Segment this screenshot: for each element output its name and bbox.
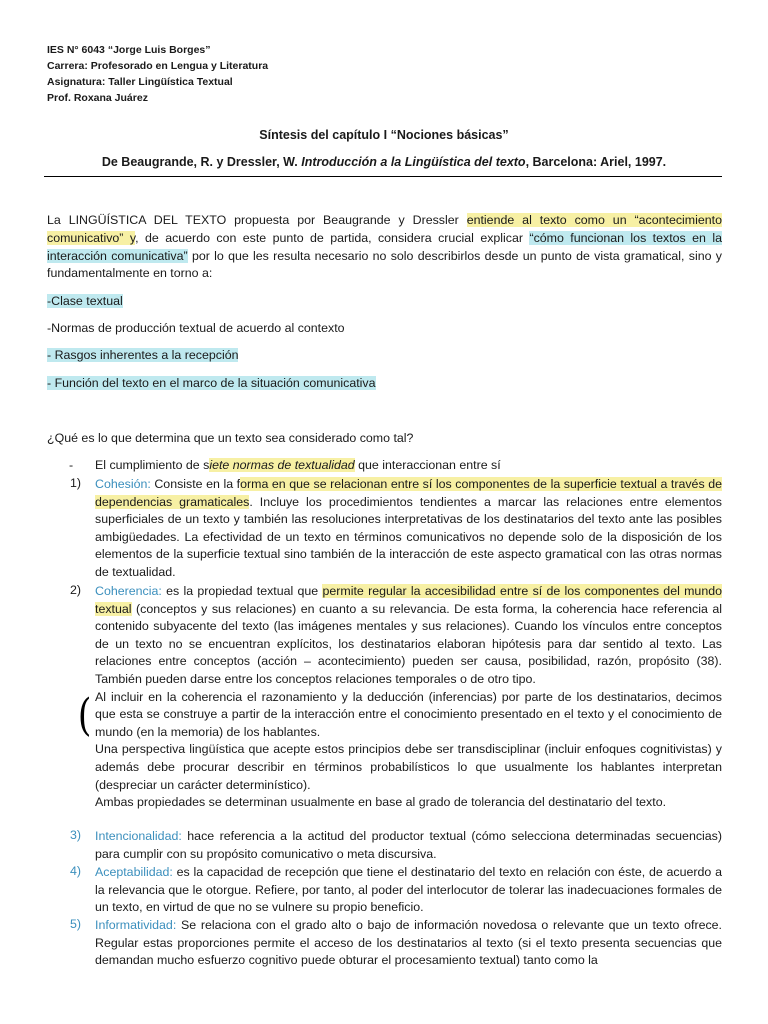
item-number: 4) (70, 864, 82, 878)
term-label: Aceptabilidad: (95, 865, 173, 879)
inference-paragraph: Al incluir en la coherencia el razonamiento y la deducción (inferencias) por parte de los destinatarios, decimos que esta se construye a partir de la interacción entre el conocimiento presentado en el texto y el conocimiento de mundo (en la memoria) de los hablantes. (95, 689, 722, 739)
aspect-item: - Función del texto en el marco de la situación comunicativa (47, 376, 376, 390)
informativity-item: Informatividad: Se relaciona con el grado alto o bajo de información novedosa o relevante que un texto ofrece. Regular estas proporciones permite el acceso de los destinatarios al texto (si el texto presenta secuencias que demandan mucho esfuerzo cognitivo puede obturar el procesamiento textual) tanto como la (95, 918, 722, 968)
term-label: Intencionalidad: (95, 829, 182, 843)
dash-item: El cumplimiento de siete normas de textualidad que interaccionan entre sí (95, 458, 501, 472)
guiding-question: ¿Qué es lo que determina que un texto sea considerado como tal? (47, 431, 414, 445)
handwritten-bracket: ( (77, 690, 92, 741)
tolerance-paragraph: Ambas propiedades se determinan usualmente en base al grado de tolerancia del destinatario del texto. (95, 795, 667, 810)
reference-publisher: , Barcelona: Ariel, 1997. (525, 155, 667, 169)
intentionality-item: Intencionalidad: hace referencia a la actitud del productor textual (cómo selecciona determinadas secuencias) para cumplir con su propósito comunicativo o meta discursiva. (95, 829, 722, 861)
intro-text-3: por lo que les resulta necesario no solo describirlos desde un punto de vista gramatical, sino y fundamentalmente en torno a: (47, 248, 722, 281)
item-number: 5) (70, 917, 82, 931)
acceptability-item: Aceptabilidad: es la capacidad de recepción que tiene el destinatario del texto en relación con éste, de acuerdo a la relevancia que le otorgue. Refiere, por tanto, al poder del interlocutor de tolerar las inadecuaciones formales de un texto, en virtud de que no se vulnere su propio beneficio. (95, 865, 722, 915)
subject-line: Asignatura: Taller Lingüística Textual (47, 76, 233, 88)
perspective-paragraph: Una perspectiva lingüística que acepte estos principios debe ser transdisciplinar (incluir enfoques cognitivistas) y además debe procurar describir en términos probabilísticos lo que usualmente los hablantes interpretan (despreciar un carácter determinístico). (95, 742, 722, 792)
intro-highlight-2: “cómo funcionan los textos en la interacción comunicativa” (47, 230, 722, 263)
intro-highlight-1: entiende al texto como un “acontecimiento comunicativo” y (47, 213, 722, 245)
intro-paragraph (47, 212, 722, 283)
cohesion-item: Cohesión: Consiste en la forma en que se relacionan entre sí los componentes de la superficie textual a través de dependencias gramaticales. Incluye los procedimientos tendientes a marcar las relaciones entre elementos superficiales de un texto y también las resoluciones interpretativas de los destinatarios del texto ante las posibles ambigüedades. La efectividad de un texto en términos comunicativos no depende solo de la disposición de los elementos de la superficie textual sino también de la interacción de este aspecto gramatical con las otras normas de textualidad. (95, 477, 722, 579)
item-number: 1) (70, 476, 82, 490)
dash-bullet: - (69, 458, 74, 472)
term-label: Cohesión: (95, 477, 151, 491)
intro-text-1: La LINGÜÍSTICA DEL TEXTO propuesta por Beaugrande y Dressler (47, 213, 467, 227)
intro-text-2: , de acuerdo con este punto de partida, considera crucial explicar (135, 230, 530, 245)
item-number: 2) (70, 583, 82, 597)
reference-authors: De Beaugrande, R. y Dressler, W. (101, 155, 302, 169)
coherence-item: Coherencia: es la propiedad textual que permite regular la accesibilidad entre sí de los componentes del mundo textual (conceptos y sus relaciones) en cuanto a su relevancia. De esta forma, la coherencia hace referencia al contenido subyacente del texto (las imágenes mentales y sus relaciones). Cuando los vínculos entre conceptos de un texto no se encuentran explícitos, los destinatarios elaboran hipótesis para dar sentido al texto. Las relaciones entre conceptos (acción – acontecimiento) pueden ser causa, posibilidad, razón, propósito (38). También pueden darse entre los conceptos relaciones temporales o de otro tipo. Al incluir en la coherencia el razonamiento y la deducción (inferencias) por parte de los destinatarios, decimos que esta se construye a partir de la interacción entre el conocimiento presentado en el texto y el conocimiento de mundo (en la memoria) de los hablantes. Una perspectiva lingüística que acepte estos principios debe ser transdisciplinar (incluir enfoques cognitivistas) y además debe procurar describir en términos probabilísticos lo que usualmente los hablantes interpretan (despreciar un carácter determinístico). Ambas propiedades se determinan usualmente en base al grado de tolerancia del destinatario del texto. (95, 583, 722, 812)
synthesis-title: Síntesis del capítulo I “Nociones básicas” (259, 128, 509, 142)
document-header (47, 42, 268, 106)
title-divider (44, 176, 722, 177)
institution-line: IES N° 6043 “Jorge Luis Borges” (47, 44, 211, 56)
professor-line: Prof. Roxana Juárez (47, 92, 148, 104)
aspect-item: - Rasgos inherentes a la recepción (47, 348, 239, 362)
bibliographic-reference (0, 155, 768, 169)
aspect-item: -Clase textual (47, 294, 123, 308)
reference-book-title: Introducción a la Lingüística del texto (301, 155, 526, 169)
term-label: Informatividad: (95, 918, 177, 932)
term-label: Coherencia: (95, 584, 162, 598)
seven-norms-highlight: iete normas de textualidad (209, 458, 355, 472)
item-number: 3) (70, 828, 82, 842)
aspect-item: -Normas de producción textual de acuerdo al contexto (47, 321, 345, 335)
career-line: Carrera: Profesorado en Lengua y Literatura (47, 60, 269, 72)
